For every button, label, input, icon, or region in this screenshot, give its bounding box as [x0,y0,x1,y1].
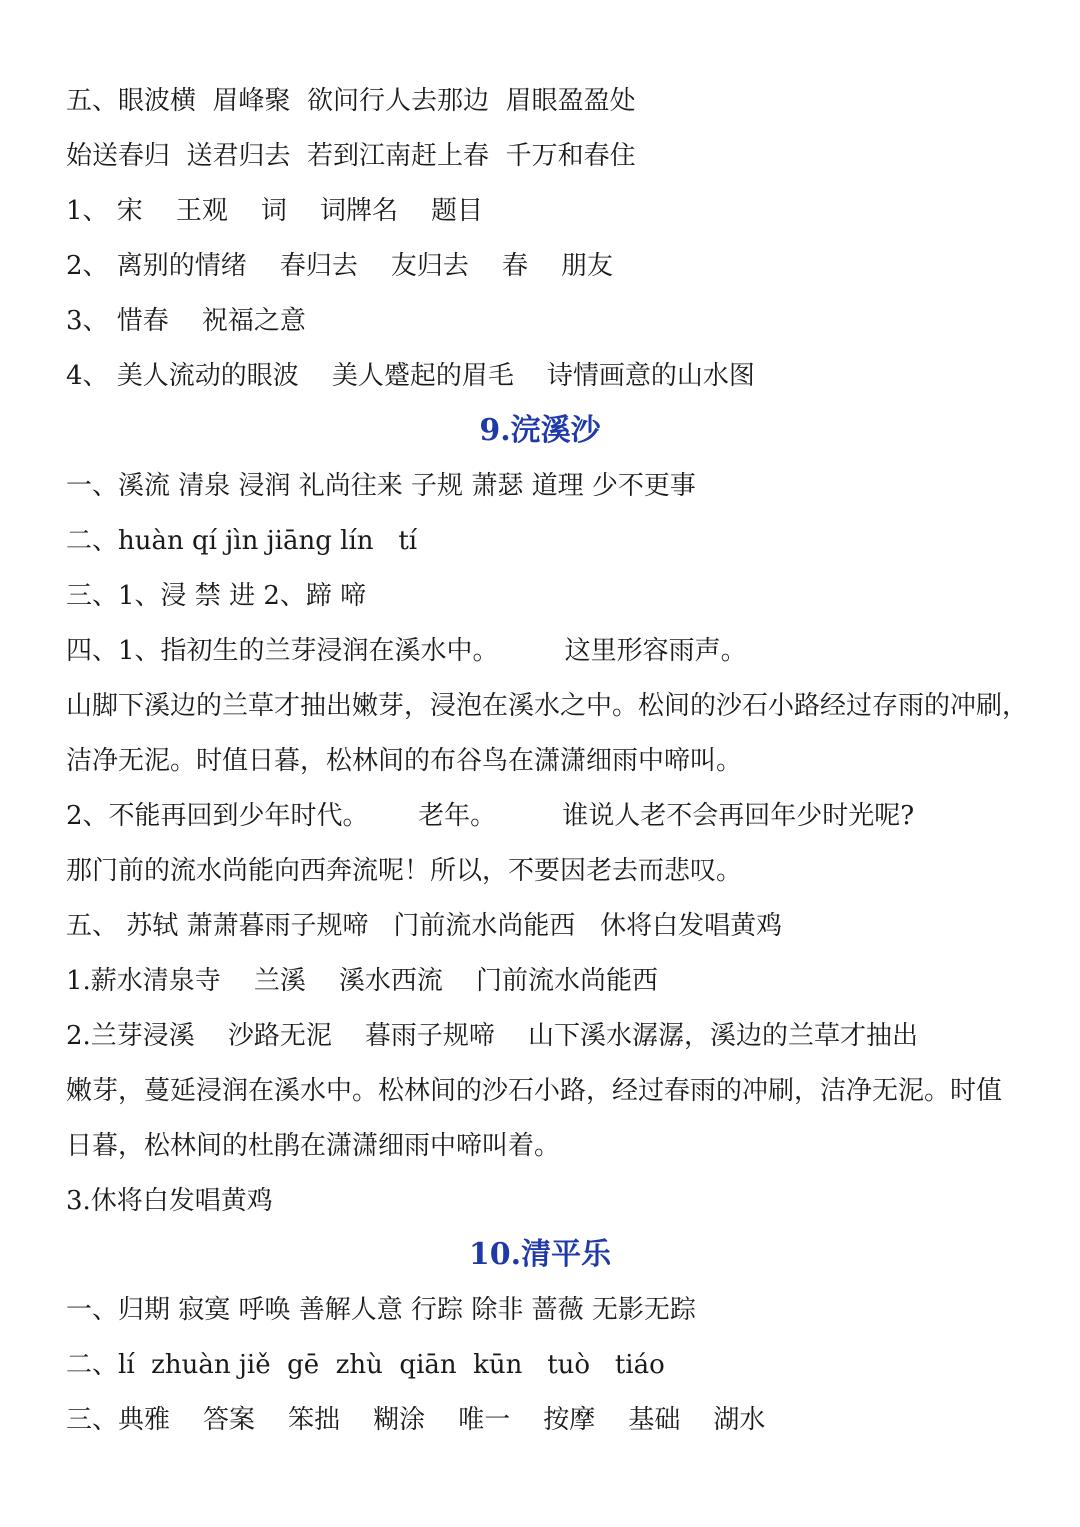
text-line: 2、不能再回到少年时代。 老年。 谁说人老不会再回年少时光呢? [66,801,915,831]
text-line: 山脚下溪边的兰草才抽出嫩芽，浸泡在溪水之中。松间的沙石小路经过存雨的冲刷， [66,691,1029,721]
text-line: 五、 苏轼 萧萧暮雨子规啼 门前流水尚能西 休将白发唱黄鸡 [66,911,783,941]
text-line: 洁净无泥。时值日暮，松林间的布谷鸟在潇潇细雨中啼叫。 [66,746,743,776]
text-line: 三、典雅 答案 笨拙 糊涂 唯一 按摩 基础 湖水 [66,1405,766,1435]
text-line: 一、溪流 清泉 浸润 礼尚往来 子规 萧瑟 道理 少不更事 [66,471,696,501]
text-line: 3、 惜春 祝福之意 [66,306,306,336]
text-line: 1.薪水清泉寺 兰溪 溪水西流 门前流水尚能西 [66,966,658,996]
text-line: 那门前的流水尚能向西奔流呢！所以，不要因老去而悲叹。 [66,856,743,886]
section-heading-10: 10.清平乐 [468,1237,612,1272]
text-line: 二、huàn qí jìn jiāng lín tí [66,526,418,556]
section-heading-9: 9.浣溪沙 [479,413,601,448]
text-line: 2.兰芽浸溪 沙路无泥 暮雨子规啼 山下溪水潺潺，溪边的兰草才抽出 [66,1021,918,1051]
text-line: 3.休将白发唱黄鸡 [66,1186,273,1216]
text-line: 五、眼波横 眉峰聚 欲问行人去那边 眉眼盈盈处 [66,86,636,116]
text-line: 1、 宋 王观 词 词牌名 题目 [66,196,484,226]
text-line: 日暮，松林间的杜鹃在潇潇细雨中啼叫着。 [66,1131,561,1161]
text-line: 始送春归 送君归去 若到江南赶上春 千万和春住 [66,141,636,171]
text-line: 一、归期 寂寞 呼唤 善解人意 行踪 除非 蔷薇 无影无踪 [66,1295,696,1325]
text-line: 三、1、浸 禁 进 2、蹄 啼 [66,581,367,611]
text-line: 2、 离别的情绪 春归去 友归去 春 朋友 [66,251,614,281]
text-line: 二、lí zhuàn jiě gē zhù qiān kūn tuò tiáo [66,1350,665,1380]
text-line: 四、1、指初生的兰芽浸润在溪水中。 这里形容雨声。 [66,636,747,666]
text-line: 嫩芽，蔓延浸润在溪水中。松林间的沙石小路，经过春雨的冲刷，洁净无泥。时值 [66,1076,1003,1106]
text-line: 4、 美人流动的眼波 美人蹙起的眉毛 诗情画意的山水图 [66,361,755,391]
